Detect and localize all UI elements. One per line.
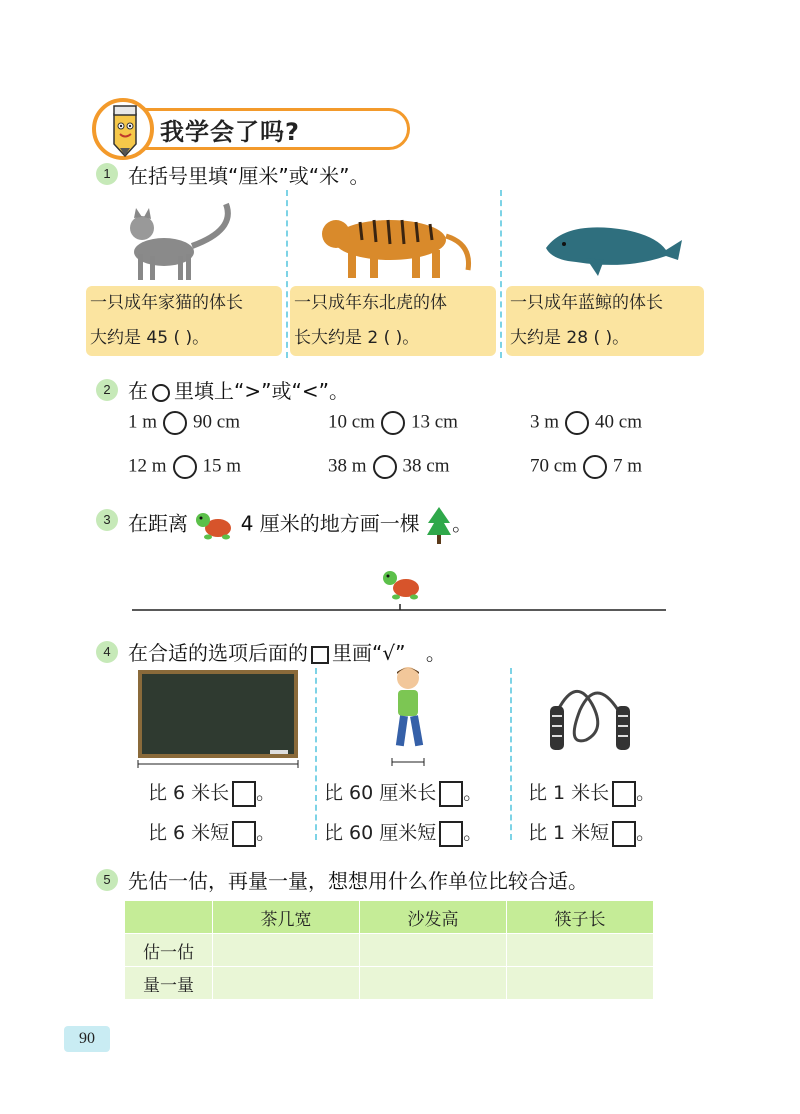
compare-item <box>328 455 450 479</box>
option-label: 比 1 米短 <box>528 822 610 844</box>
row-label: 量一量 <box>125 967 213 1000</box>
boy-image <box>378 664 438 772</box>
compare-right: 13 cm <box>410 411 458 433</box>
question-label <box>86 286 282 356</box>
checkbox[interactable] <box>612 781 636 807</box>
cat-image <box>86 200 282 284</box>
text-part: 。 <box>425 641 446 665</box>
option-dot: 。 <box>636 782 656 804</box>
text-part: 在距离 <box>128 511 188 536</box>
question-label <box>506 286 704 356</box>
jump-rope-image <box>546 680 636 758</box>
option-label: 比 6 米长 <box>148 782 230 804</box>
question-number: 1 <box>96 163 118 185</box>
question-number: 2 <box>96 379 118 401</box>
turtle-icon <box>194 510 234 540</box>
tree-icon <box>426 505 452 545</box>
compare-left: 3 m <box>530 411 560 433</box>
header-title: 我学会了吗? <box>160 118 300 146</box>
question-number: 5 <box>96 869 118 891</box>
text-part: 里填上“>”或“<”。 <box>174 379 349 403</box>
option-item <box>148 778 275 807</box>
divider <box>286 190 288 358</box>
answer-circle[interactable] <box>381 411 405 435</box>
checkbox[interactable] <box>232 821 256 847</box>
question-text <box>128 375 349 404</box>
question-number: 4 <box>96 641 118 663</box>
table-cell[interactable] <box>213 934 360 967</box>
option-item <box>148 818 275 847</box>
checkbox[interactable] <box>612 821 636 847</box>
pencil-mascot-icon <box>106 102 144 158</box>
animal-card-whale <box>506 200 704 360</box>
distance-line <box>128 560 668 616</box>
compare-left: 12 m <box>128 455 167 477</box>
text-part: 。 <box>452 511 473 536</box>
label-line-2: 长大约是 2 ( )。 <box>294 328 420 348</box>
question-text <box>128 505 472 545</box>
answer-circle[interactable] <box>583 455 607 479</box>
option-label: 比 60 厘米长 <box>324 782 437 804</box>
option-item <box>324 778 482 807</box>
table-cell[interactable] <box>360 967 507 1000</box>
checkbox[interactable] <box>232 781 256 807</box>
table-header-cell: 沙发高 <box>360 901 507 934</box>
divider <box>510 668 512 840</box>
table-cell[interactable] <box>507 934 654 967</box>
compare-left: 10 cm <box>328 411 375 433</box>
text-part: 4 厘米的地方画一棵 <box>240 511 420 536</box>
compare-right: 15 m <box>202 455 242 477</box>
row-label: 估一估 <box>125 934 213 967</box>
animal-card-tiger <box>290 200 496 360</box>
label-line-2: 大约是 28 ( )。 <box>510 328 630 348</box>
compare-right: 40 cm <box>595 411 642 433</box>
label-line-1: 一只成年蓝鲸的体长 <box>510 293 663 313</box>
table-row <box>125 967 654 1000</box>
question-text: 先估一估，再量一量，想想用什么作单位比较合适。 <box>128 869 588 893</box>
compare-left: 1 m <box>128 411 158 433</box>
option-dot: 。 <box>463 782 483 804</box>
answer-circle[interactable] <box>565 411 589 435</box>
question-text <box>128 637 446 666</box>
answer-circle[interactable] <box>163 411 187 435</box>
compare-left: 70 cm <box>530 455 577 477</box>
option-label: 比 6 米短 <box>148 822 230 844</box>
blackboard-image <box>134 668 302 770</box>
circle-icon <box>152 384 170 402</box>
text-part: 在 <box>128 379 148 403</box>
option-dot: 。 <box>463 822 483 844</box>
table-header-row <box>125 901 654 934</box>
divider <box>500 190 502 358</box>
table-cell[interactable] <box>213 967 360 1000</box>
estimate-table <box>124 900 654 1000</box>
option-label: 比 60 厘米短 <box>324 822 437 844</box>
compare-right: 38 cm <box>402 455 450 477</box>
table-row <box>125 934 654 967</box>
compare-right: 90 cm <box>193 411 240 433</box>
whale-image <box>506 200 704 284</box>
option-item <box>528 818 655 847</box>
option-item <box>528 778 655 807</box>
option-label: 比 1 米长 <box>528 782 610 804</box>
compare-right: 7 m <box>612 455 642 477</box>
option-item <box>324 818 482 847</box>
question-label <box>290 286 496 356</box>
section-header <box>92 96 332 160</box>
compare-left: 38 m <box>328 455 367 477</box>
table-header-cell: 茶几宽 <box>213 901 360 934</box>
turtle-icon <box>383 571 419 600</box>
animal-card-cat <box>86 200 282 360</box>
divider <box>315 668 317 840</box>
page-number: 90 <box>64 1026 110 1052</box>
text-part: 在合适的选项后面的 <box>128 641 308 665</box>
text-part: 里画“√” <box>332 641 406 665</box>
square-icon <box>311 646 329 664</box>
checkbox[interactable] <box>439 781 463 807</box>
question-number: 3 <box>96 509 118 531</box>
question-text: 在括号里填“厘米”或“米”。 <box>128 164 370 188</box>
compare-item <box>328 411 458 435</box>
label-line-1: 一只成年家猫的体长 <box>90 293 243 313</box>
checkbox[interactable] <box>439 821 463 847</box>
compare-item <box>530 455 642 479</box>
option-dot: 。 <box>256 782 276 804</box>
compare-item <box>128 411 240 435</box>
compare-item <box>128 455 241 479</box>
table-cell[interactable] <box>507 967 654 1000</box>
compare-item <box>530 411 642 435</box>
table-header-cell: 筷子长 <box>507 901 654 934</box>
label-line-1: 一只成年东北虎的体 <box>294 293 447 313</box>
label-line-2: 大约是 45 ( )。 <box>90 328 210 348</box>
tiger-image <box>290 200 496 284</box>
table-header-cell <box>125 901 213 934</box>
option-dot: 。 <box>636 822 656 844</box>
answer-circle[interactable] <box>173 455 197 479</box>
answer-circle[interactable] <box>373 455 397 479</box>
table-cell[interactable] <box>360 934 507 967</box>
option-dot: 。 <box>256 822 276 844</box>
